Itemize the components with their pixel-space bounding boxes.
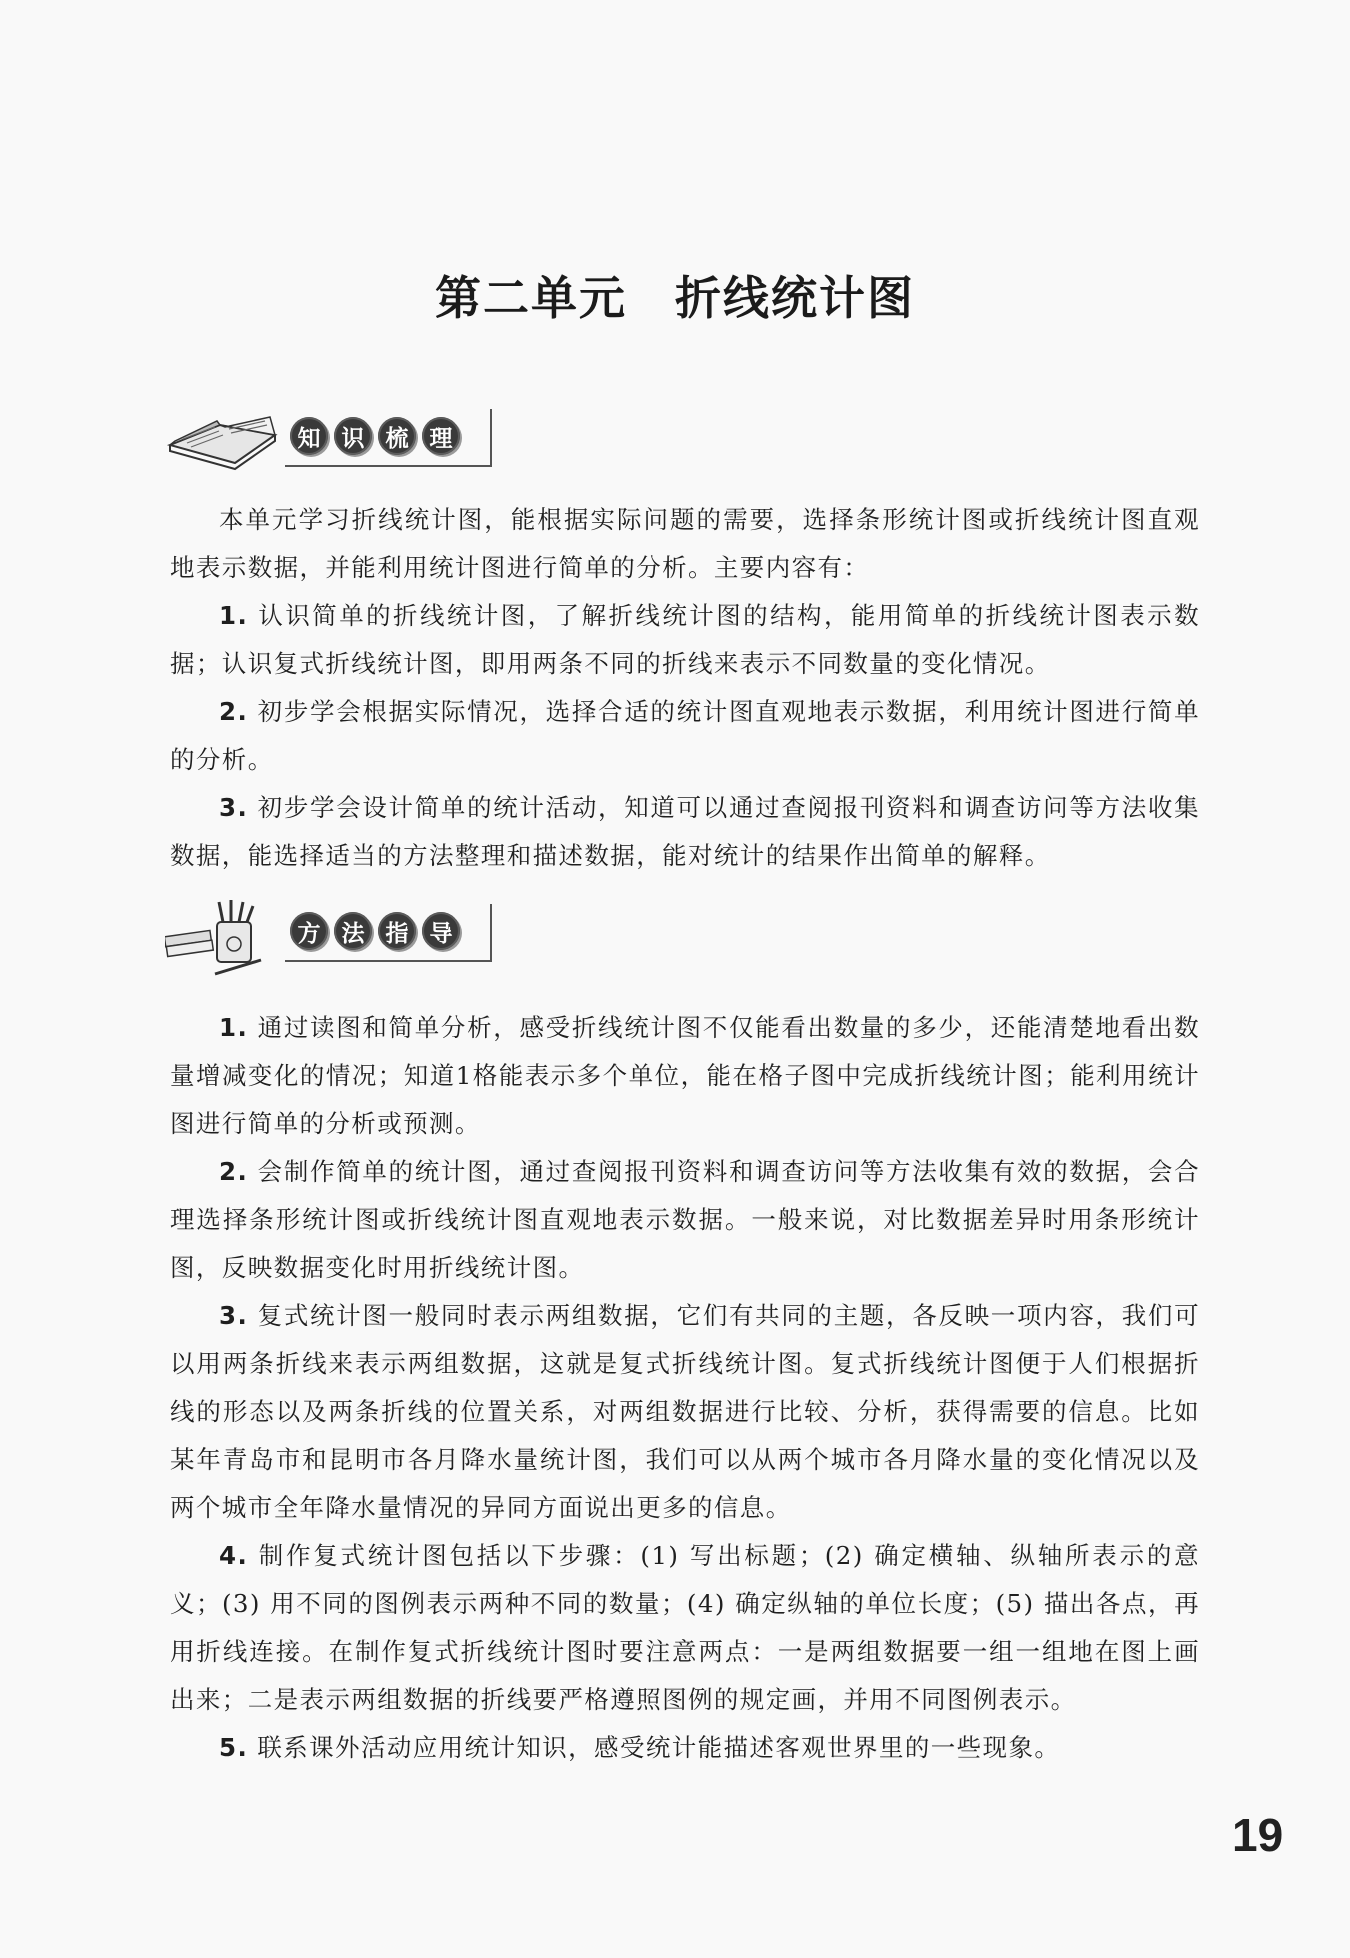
header-char: 理 [422,417,460,455]
section-header-method [165,900,495,990]
section2-body [170,1004,1200,1772]
header-badges [290,417,460,455]
list-item: 4. 制作复式统计图包括以下步骤：(1) 写出标题；(2) 确定横轴、纵轴所表示的意义；(3) 用不同的图例表示两种不同的数量；(4) 确定纵轴的单位长度；(5) 描出各点，再用折线连接。在制作复式折线统计图时要注意两点：一是两组数据要一组一组地在图上画出来；二是表示两组数据的折线要严格遵照图例的规定画，并用不同图例表示。 [170,1541,1200,1714]
intro-paragraph: 本单元学习折线统计图，能根据实际问题的需要，选择条形统计图或折线统计图直观地表示数据，并能利用统计图进行简单的分析。主要内容有： [170,505,1200,582]
header-char: 识 [334,417,372,455]
list-item: 2. 初步学会根据实际情况，选择合适的统计图直观地表示数据，利用统计图进行简单的分析。 [170,697,1200,774]
header-char: 指 [378,912,416,950]
list-item: 1. 认识简单的折线统计图，了解折线统计图的结构，能用简单的折线统计图表示数据；认识复式折线统计图，即用两条不同的折线来表示不同数量的变化情况。 [170,601,1200,678]
header-char: 梳 [378,417,416,455]
list-item: 2. 会制作简单的统计图，通过查阅报刊资料和调查访问等方法收集有效的数据，会合理选择条形统计图或折线统计图直观地表示数据。一般来说，对比数据差异时用条形统计图，反映数据变化时用折线统计图。 [170,1157,1200,1282]
header-char: 法 [334,912,372,950]
list-item: 1. 通过读图和简单分析，感受折线统计图不仅能看出数量的多少，还能清楚地看出数量增减变化的情况；知道1格能表示多个单位，能在格子图中完成折线统计图；能利用统计图进行简单的分析或预测。 [170,1013,1200,1138]
open-book-icon [165,405,285,475]
unit-title [0,262,1350,328]
pencil-cup-icon [165,900,285,980]
header-char: 知 [290,417,328,455]
section-header-knowledge [165,405,495,495]
page-number: 19 [1232,1809,1284,1861]
list-item: 3. 初步学会设计简单的统计活动，知道可以通过查阅报刊资料和调查访问等方法收集数据，能选择适当的方法整理和描述数据，能对统计的结果作出简单的解释。 [170,793,1200,870]
section1-body [170,496,1200,880]
unit-name: 折线统计图 [675,271,915,325]
header-badges [290,912,460,950]
list-item: 3. 复式统计图一般同时表示两组数据，它们有共同的主题，各反映一项内容，我们可以用两条折线来表示两组数据，这就是复式折线统计图。复式折线统计图便于人们根据折线的形态以及两条折线的位置关系，对两组数据进行比较、分析，获得需要的信息。比如某年青岛市和昆明市各月降水量统计图，我们可以从两个城市各月降水量的变化情况以及两个城市全年降水量情况的异同方面说出更多的信息。 [170,1301,1200,1522]
header-char: 方 [290,912,328,950]
header-char: 导 [422,912,460,950]
list-item: 5. 联系课外活动应用统计知识，感受统计能描述客观世界里的一些现象。 [219,1733,1061,1762]
unit-number: 第二单元 [435,271,627,325]
